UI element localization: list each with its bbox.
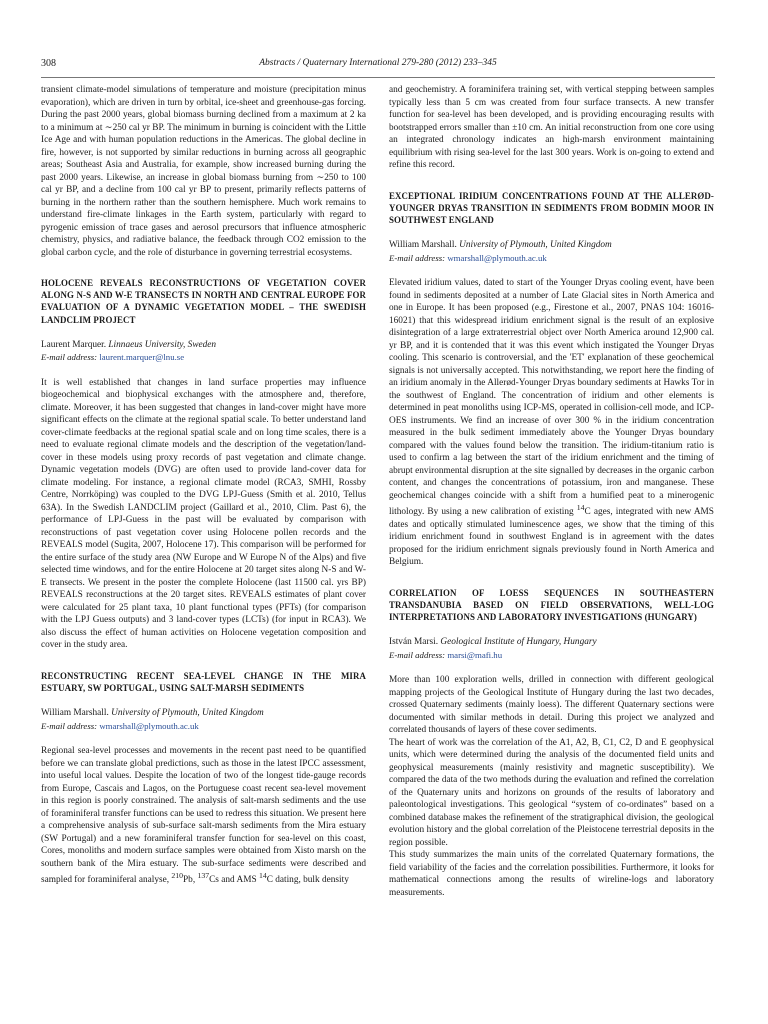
continued-abstract-text: transient climate-model simulations of temperature and moisture (precipitation minus evaporation), which are driven in turn by orbital, ice-sheet and greenhouse-gas forcing. During the past 2000 years, global biomass burning declined from a maximum at 2 ka to a minimum at ∼250 cal yr BP. The minimum in burning is coincident with the Little Ice Age and with human population reductions in the Americas. The global decline in fire, however, is not supported by similar reductions in burning across all geographic areas; Southeast Asia and Australia, for example, show increased burning during the past 2000 years. Likewise, an increase in global biomass burning from ∼250 to 100 cal yr BP, and a decline from 100 cal yr BP to present, primarily reflects patterns of burning in the northern rather than the southern hemisphere. Much work remains to understand fire-climate linkages in the Earth system, particularly with regard to pyrogenic emission of trace gases and aerosol precursors that influence atmospheric chemistry, physics, and radiative balance, the feedback through CO2 emission to the global carbon cycle, and the role of disturbance in governing terrestrial ecosystems. xyxy=(41,85,366,258)
email-link[interactable]: wmarshall@plymouth.ac.uk xyxy=(447,252,547,263)
journal-citation: Abstracts / Quaternary International 279-280 (2012) 233–345 xyxy=(259,58,497,68)
author-affiliation: University of Plymouth, United Kingdom xyxy=(459,240,612,251)
abstract-paragraph: The heart of work was the correlation of the A1, A2, B, C1, C2, D and E geophysical units, which were determined during the analysis of the documented field units and geophysical measurements (mainly resistivity and magnetic susceptibility). We compared the data of the two methods during the evaluation and refined the correlation of the Quaternary units and horizons on grounds of the results of laboratory and paleontological investigations. This geological “system of co-ordinates” based on a combined database makes the refinement of the stratigraphical division, the geological evolution history and the global correlation of the Pleistocene terrestrial deposits in the region possible. xyxy=(389,737,714,848)
isotope-symbol: Pb, xyxy=(183,875,196,886)
email-label: E-mail address: xyxy=(389,649,446,660)
author-line xyxy=(41,339,366,352)
abstract-title: RECONSTRUCTING RECENT SEA-LEVEL CHANGE IN THE MIRA ESTUARY, SW PORTUGAL, USING SALT-MARSH SEDIMENTS xyxy=(41,670,366,694)
author-affiliation: Geological Institute of Hungary, Hungary xyxy=(440,637,597,648)
isotope-mass-number: 14 xyxy=(576,503,585,513)
author-affiliation: University of Plymouth, United Kingdom xyxy=(111,708,264,719)
abstract-paragraph: This study summarizes the main units of the correlated Quaternary formations, the field variability of the facies and the correlation possibilities. Furthermore, it looks for mathematical connections among the results of wireline-logs and laboratory measurements. xyxy=(389,850,714,898)
author-name: William Marshall. xyxy=(389,240,457,251)
page-header xyxy=(41,58,715,72)
abstract-body xyxy=(389,277,714,569)
author-line xyxy=(389,636,714,649)
abstract-body-text: Regional sea-level processes and movements in the recent past need to be quantified before we can translate global predictions, such as those in the latest IPCC assessment, into useful local values. Despite the location of two of the longest tide-gauge records from Europe, Cascais and Lagos, on the Portuguese coast recent sea-level movement in this region is poorly constrained. The analysis of salt-marsh sediments and the use of foraminiferal transfer functions can be used to redress this situation. We present here a comprehensive analysis of sub-surface salt-marsh sediments from the Mira estuary (SW Portugal) and a new foraminiferal transfer function for sea-level on this coast, Cores, monoliths and modern surface samples were obtained from Xisto marsh on the southern bank of the Mira estuary. The sub-surface sediments were described and sampled for foraminiferal analyse, xyxy=(41,746,366,886)
author-name: Laurent Marquer. xyxy=(41,339,107,350)
email-link[interactable]: laurent.marquer@lnu.se xyxy=(99,352,185,363)
email-line xyxy=(389,649,714,662)
isotope-symbol: Cs and AMS xyxy=(209,875,257,886)
email-line xyxy=(41,720,366,733)
page-number: 308 xyxy=(41,58,56,69)
email-label: E-mail address: xyxy=(41,720,98,731)
continued-abstract-text: and geochemistry. A foraminifera training set, with vertical stepping between samples typically less than 5 cm was created from four surface transects. A new transfer function for sea-level has been developed, and is providing encouraging results with bootstrapped errors smaller than ±10 cm. An initial reconstruction from one core using an integrated chronology indicates an high-marsh environment maintaining equilibrium with rising sea-level for the last 300 years. Work is on-going to extend and refine this record. xyxy=(389,85,714,170)
abstract-body-text: C dating, bulk density xyxy=(266,875,349,886)
email-link[interactable]: wmarshall@plymouth.ac.uk xyxy=(99,720,199,731)
abstract-body-text: C ages, integrated with new AMS dates and optically stimulated luminescence ages, we show that the timing of this iridium enrichment found in southwest England is in agreement with the dates proposed for the iridium enrichment signals previously found in North America and Belgium. xyxy=(389,507,714,568)
author-affiliation: Linnaeus University, Sweden xyxy=(108,339,217,350)
left-column xyxy=(41,84,366,887)
abstract-body xyxy=(41,745,366,887)
isotope-mass-number: 137 xyxy=(197,871,210,881)
isotope-mass-number: 210 xyxy=(171,871,183,881)
email-label: E-mail address: xyxy=(389,252,446,263)
email-line xyxy=(41,351,366,364)
author-name: William Marshall. xyxy=(41,708,109,719)
abstract-body: It is well established that changes in land surface properties may influence biogeochemical and biophysical exchanges with the atmosphere and, therefore, climate. Moreover, it has been suggested that changes in land-cover might have more significant effects on the climate at the regional spatial scale. To better understand land cover-climate feedbacks at the regional spatial scale and on long time scales, there is a need to evaluate regional climate models and the description of the vegetation/land-cover in these models using proxy records of past vegetation and climate change. Dynamic vegetation models (DVG) are often used to provide land-cover data for climate modeling. For instance, a regional climate model (RCA3, SMHI, Rossby Centre, Norrköping) was coupled to the DVG LPJ-Guess (Smith et al. 2010, Tellus 63A). In the Swedish LANDCLIM project (Gaillard et al., 2010, Clim. Past 6), the performance of LPJ-Guess in the past will be evaluated by comparison with reconstructions of past vegetation cover using Holocene pollen records and the REVEALS model (Sugita, 2007, Holocene 17). This comparison will be performed for the entire surface of the study area (NW Europe and W Europe N of the Alps) and five selected time windows, and for the entire Holocene at 20 target sites along N-S and W-E transects. We present in the poster the complete Holocene (last 11500 cal. yrs BP) REVEALS reconstructions at the 20 target sites. REVEALS estimates of plant cover were calculated for 25 plant taxa, 10 plant functional types (PFTs) (for comparison with the LPJ Guess outputs) and 3 land-cover types (LCTs) (for input in RCA3). We also discuss the effect of human activities on Holocene vegetation composition and cover in the study area. xyxy=(41,377,366,651)
abstract-title: HOLOCENE REVEALS RECONSTRUCTIONS OF VEGETATION COVER ALONG N-S AND W-E TRANSECTS IN NORTH AND CENTRAL EUROPE FOR EVALUATION OF A DYNAMIC VEGETATION MODEL – THE SWEDISH LANDCLIM PROJECT xyxy=(41,278,366,325)
email-label: E-mail address: xyxy=(41,352,98,363)
abstract-body-text: Elevated iridium values, dated to start of the Younger Dryas cooling event, have been found in sediments deposited at a number of Late Glacial sites in North America and one in Europe. It has been proposed (e.g., Firestone et al., 2007, PNAS 104: 16016-16021) that this widespread iridium enrichment signal is the result of an explosive disintegration of a large extraterrestrial object over North America around 12,900 cal. yr BP, and it is contended that it was this event which instigated the Younger Dryas cooling. This scenario is controversial, and the 'ET' explanation of these geochemical signals is not universally accepted. This notwithstanding, we report here the finding of an iridium anomaly in the Allerød-Younger Dryas boundary sediments at Hawks Tor in the southwest of England. The concentration of iridium and other elements is determined in peat monoliths using ICP-MS, operated in collision-cell mode, and ICP-OES instruments. We find an increase of over 300 % in the iridium concentration measured in the bulk sediment immediately above the Younger Dryas boundary compared with the values found below the transition. The iridium-titanium ratio is used to confirm a lag between the start of the iridium enrichment and the timing of abrupt environmental disruption at the site signalled by decreases in the organic carbon content, and changes the concentrations of potassium, iron and manganese. These geochemical changes coincide with a shift from a humified peat to a minerogenic lithology. By using a new calibration of existing xyxy=(389,278,714,518)
email-link[interactable]: marsi@mafi.hu xyxy=(447,649,503,660)
right-column xyxy=(389,84,714,899)
author-line xyxy=(389,239,714,252)
author-line xyxy=(41,707,366,720)
isotope-mass-number: 14 xyxy=(258,871,267,881)
abstract-title: EXCEPTIONAL IRIDIUM CONCENTRATIONS FOUND AT THE ALLERØD-YOUNGER DRYAS TRANSITION IN SEDIMENTS FROM BODMIN MOOR IN SOUTHWEST ENGLAND xyxy=(389,190,714,225)
header-rule xyxy=(41,77,715,78)
author-name: István Marsi. xyxy=(389,637,439,648)
abstract-title: CORRELATION OF LOESS SEQUENCES IN SOUTHEASTERN TRANSDANUBIA BASED ON FIELD OBSERVATIONS, WELL-LOG INTERPRETATIONS AND LABORATORY INVESTIGATIONS (HUNGARY) xyxy=(389,587,714,623)
email-line xyxy=(389,252,714,265)
abstract-paragraph: More than 100 exploration wells, drilled in connection with different geological mapping projects of the Geological Institute of Hungary during the last two decades, crossed Quaternary sediments (mainly loess). The different Quaternary sections were documented with similar methods in detail. During this project we analyzed and correlated thousands of layers of these cover sediments. xyxy=(389,675,714,736)
